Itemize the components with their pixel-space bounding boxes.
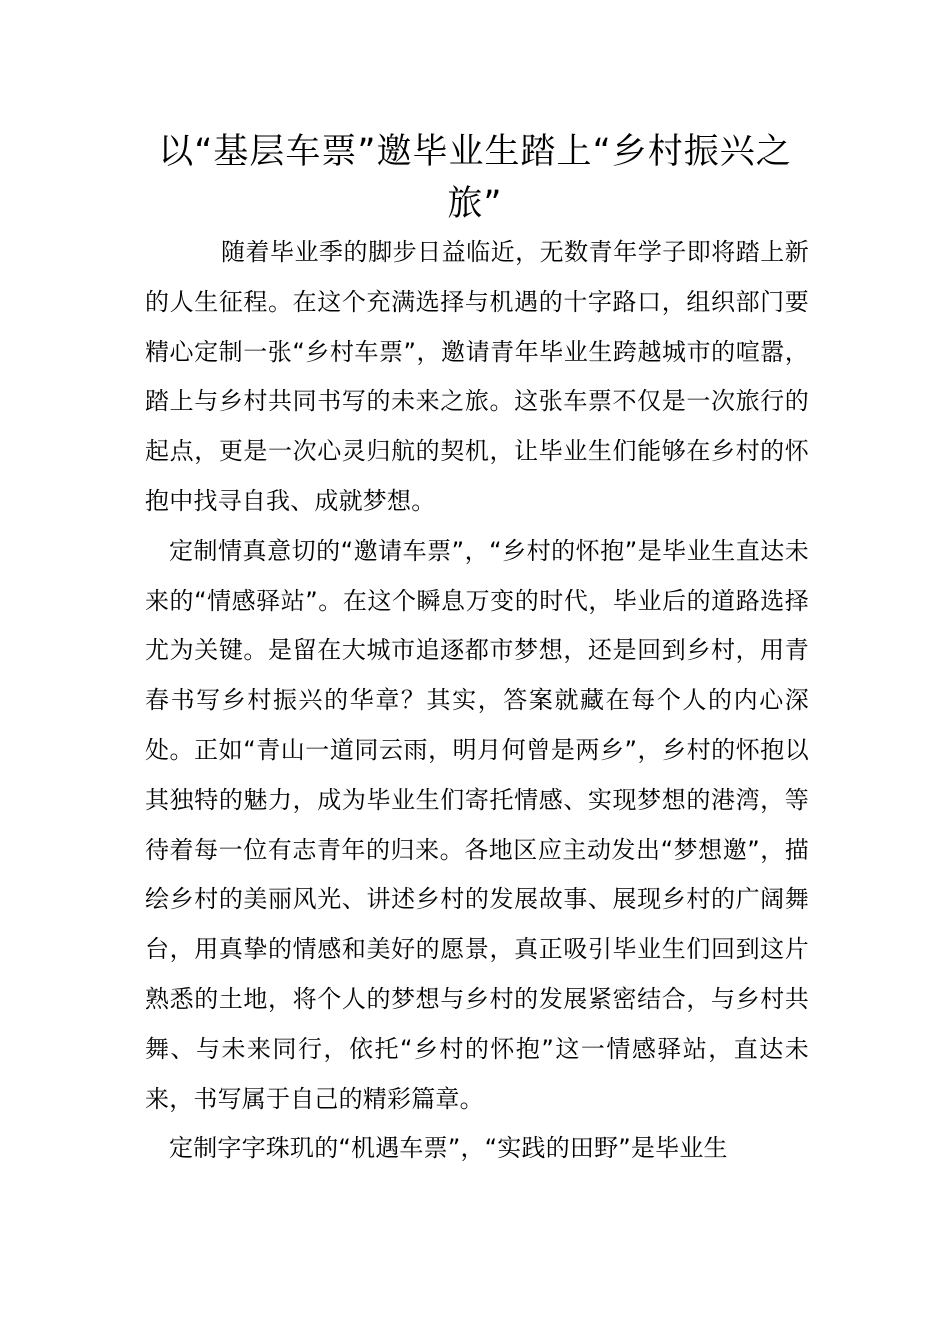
document-title: 以“基层车票”邀毕业生踏上“乡村振兴之旅”: [158, 132, 792, 224]
paragraph-invitation-ticket: 定制情真意切的“邀请车票”，“乡村的怀抱”是毕业生直达未来的“情感驿站”。在这个瞬息万变的时代，毕业后的道路选择尤为关键。是留在大城市追逐都市梦想，还是回到乡村，用青春书写乡村振兴的华章？其实，答案就藏在每个人的内心深处。正如“青山一道同云雨，明月何曾是两乡”，乡村的怀抱以其独特的魅力，成为毕业生们寄托情感、实现梦想的港湾，等待着每一位有志青年的归来。各地区应主动发出“梦想邀”，描绘乡村的美丽风光、讲述乡村的发展故事、展现乡村的广阔舞台，用真挚的情感和美好的愿景，真正吸引毕业生们回到这片熟悉的土地，将个人的梦想与乡村的发展紧密结合，与乡村共舞、与未来同行，依托“乡村的怀抱”这一情感驿站，直达未来，书写属于自己的精彩篇章。: [145, 536, 809, 1113]
document-body: [145, 228, 809, 1174]
paragraph-intro: 随着毕业季的脚步日益临近，无数青年学子即将踏上新的人生征程。在这个充满选择与机遇的十字路口，组织部门要精心定制一张“乡村车票”，邀请青年毕业生跨越城市的喧嚣，踏上与乡村共同书写的未来之旅。这张车票不仅是一次旅行的起点，更是一次心灵归航的契机，让毕业生们能够在乡村的怀抱中找寻自我、成就梦想。: [145, 238, 809, 515]
paragraph-opportunity-ticket: 定制字字珠玑的“机遇车票”，“实践的田野”是毕业生: [169, 1134, 728, 1163]
